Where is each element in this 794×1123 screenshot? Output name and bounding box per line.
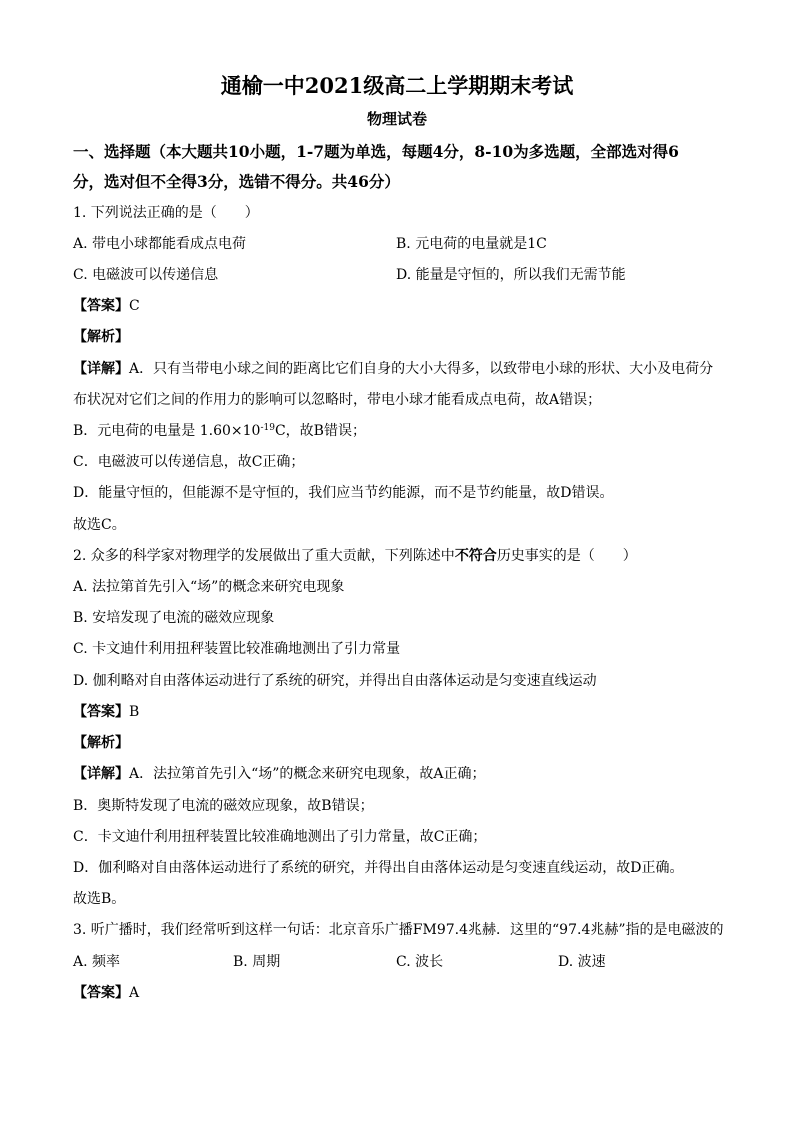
detail-label: 【详解】: [73, 361, 129, 377]
q2-stem: [73, 547, 637, 565]
q1-analysis-label: 【解析】: [73, 329, 129, 345]
q3-answer-value: A: [129, 985, 140, 1001]
q2-stem-pre: 2. 众多的科学家对物理学的发展做出了重大贡献，下列陈述中: [73, 548, 455, 564]
exam-subtitle: 物理试卷: [366, 110, 427, 128]
q1-detail-c: C．电磁波可以传递信息，故C正确；: [73, 454, 305, 470]
q2-stem-emphasis: 不符合: [454, 548, 497, 564]
exam-title: 通榆一中2021级高二上学期期末考试: [220, 73, 574, 98]
q1-detail-line2: 布状况对它们之间的作用力的影响可以忽略时，带电小球才能看成点电荷，故A错误；: [73, 392, 602, 408]
q2-option-c: C. 卡文迪什利用扭秤装置比较准确地测出了引力常量: [73, 641, 401, 657]
q2-option-b: B. 安培发现了电流的磁效应现象: [73, 610, 275, 626]
detail-label: 【详解】: [73, 766, 129, 782]
q1-answer-value: C: [129, 298, 140, 314]
answer-label: 【答案】: [73, 985, 129, 1001]
answer-label: 【答案】: [73, 704, 129, 720]
q2-detail-d: D．伽利略对自由落体运动进行了系统的研究，并得出自由落体运动是匀变速直线运动，故D正确。: [73, 860, 684, 876]
q3-answer: [73, 984, 139, 1002]
q2-answer-value: B: [129, 704, 140, 720]
q1-answer: [73, 297, 140, 315]
q1-option-c: C. 电磁波可以传递信息: [73, 267, 219, 283]
q1-detail-b: [73, 422, 366, 440]
q1-option-d: D. 能量是守恒的，所以我们无需节能: [396, 267, 626, 283]
q1-detail-b-post: C，故B错误；: [274, 423, 366, 439]
q1-detail-b-pre: B．元电荷的电量是 1.60×10: [73, 423, 261, 439]
q3-option-c: C. 波长: [396, 954, 444, 970]
section-heading-line1: 一、选择题（本大题共10小题，1-7题为单选，每题4分，8-10为多选题，全部选对得6: [73, 142, 679, 161]
answer-label: 【答案】: [73, 298, 129, 314]
q2-detail-a-text: A．法拉第首先引入“场”的概念来研究电现象，故A正确；: [129, 766, 486, 782]
q2-option-d: D. 伽利略对自由落体运动进行了系统的研究，并得出自由落体运动是匀变速直线运动: [73, 673, 597, 689]
q3-stem: 3. 听广播时，我们经常听到这样一句话：北京音乐广播FM97.4兆赫．这里的“97.4兆赫”指的是电磁波的: [73, 922, 724, 938]
q3-option-a: A. 频率: [73, 954, 121, 970]
q1-detail-b-exponent: -19: [260, 423, 275, 433]
q2-answer: [73, 703, 139, 721]
q2-analysis-label: 【解析】: [73, 735, 129, 751]
q1-option-a: A. 带电小球都能看成点电荷: [73, 236, 247, 252]
q2-detail-a: [73, 765, 486, 783]
q2-detail-b: B．奥斯特发现了电流的磁效应现象，故B错误；: [73, 798, 374, 814]
q3-option-d: D. 波速: [558, 954, 606, 970]
section-heading-line2: 分，选对但不全得3分，选错不得分。共46分）: [73, 172, 400, 191]
q1-detail-text: A．只有当带电小球之间的距离比它们自身的大小大得多，以致带电小球的形状、大小及电荷分: [129, 361, 714, 377]
q2-stem-post: 历史事实的是（ ）: [496, 548, 637, 564]
q3-option-b: B. 周期: [233, 954, 281, 970]
q2-detail-c: C．卡文迪什利用扭秤装置比较准确地测出了引力常量，故C正确；: [73, 829, 487, 845]
q1-stem: 1. 下列说法正确的是（ ）: [73, 205, 259, 221]
q2-option-a: A. 法拉第首先引入“场”的概念来研究电现象: [73, 579, 345, 595]
q1-detail-line1: [73, 360, 713, 378]
q2-conclusion: 故选B。: [73, 891, 126, 907]
q1-conclusion: 故选C。: [73, 517, 126, 533]
q1-option-b: B. 元电荷的电量就是1C: [396, 236, 547, 252]
q1-detail-d: D．能量守恒的，但能源不是守恒的，我们应当节约能源，而不是节约能量，故D错误。: [73, 485, 614, 501]
